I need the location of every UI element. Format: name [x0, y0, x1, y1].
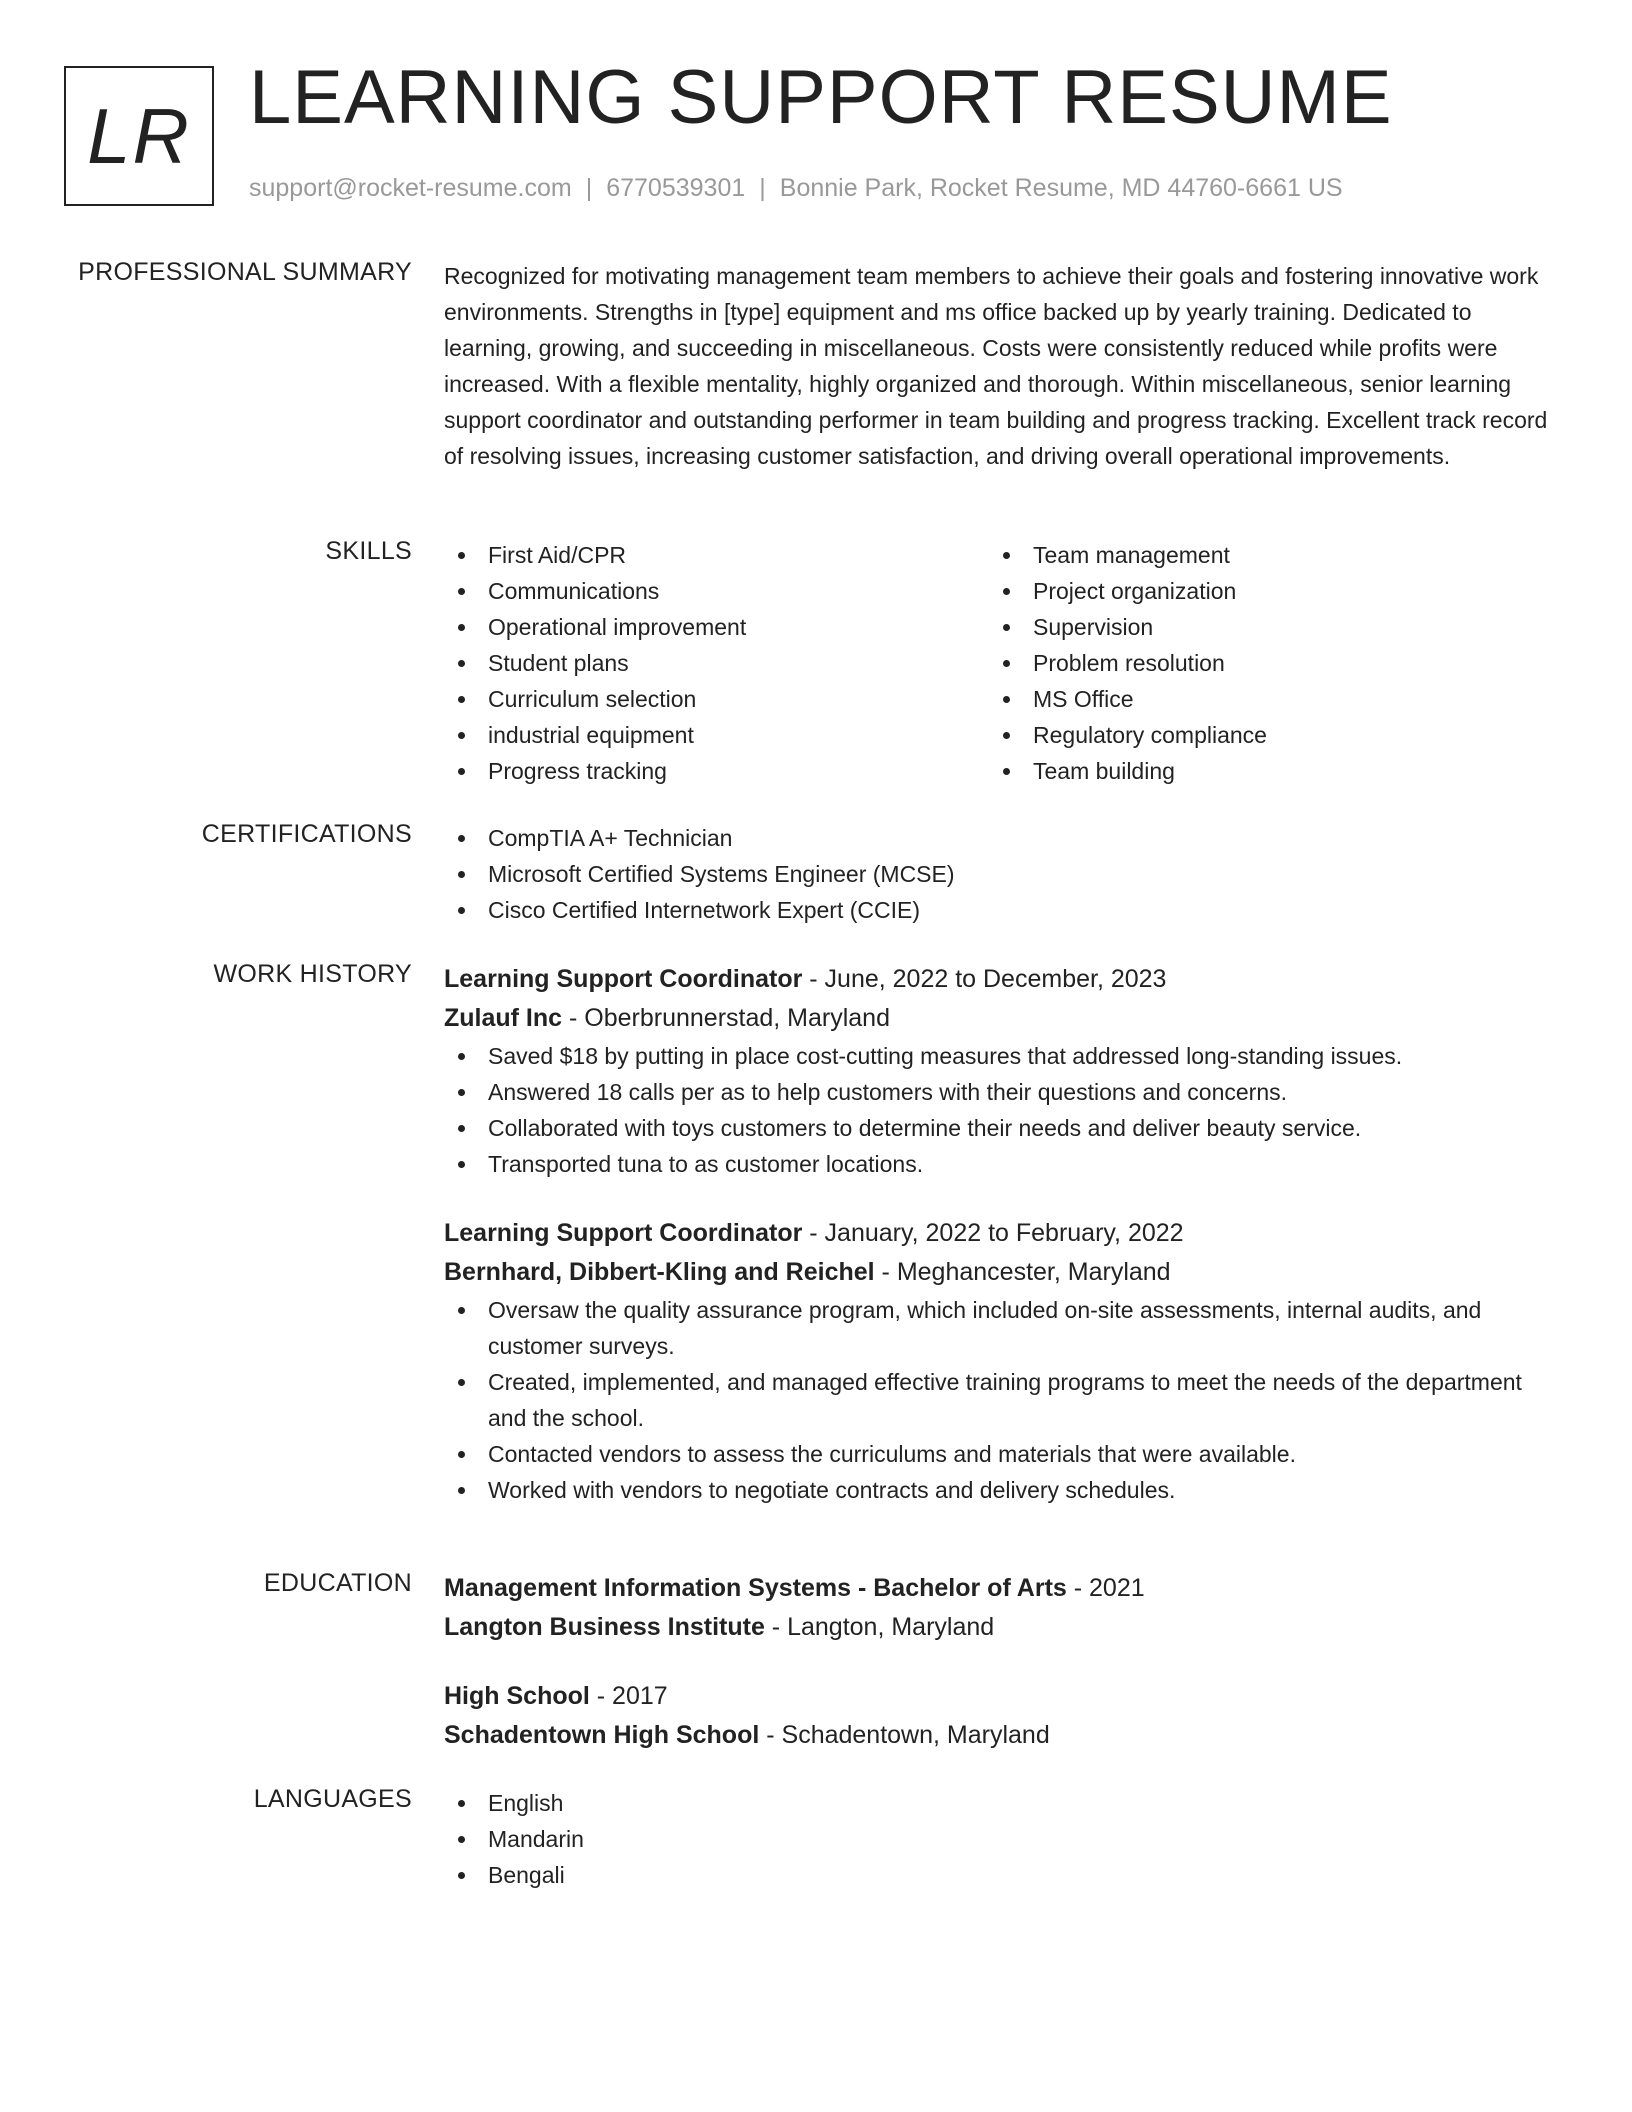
- job-entry: [444, 960, 1554, 1182]
- education-school-line: [444, 1716, 1554, 1755]
- education-year: - 2017: [589, 1682, 668, 1710]
- summary-text: Recognized for motivating management team members to achieve their goals and fostering innovative work environments. Strengths in [type] equipment and ms office backed up by yearly training. Dedicated to learning, growing, and succeeding in miscellaneous. Costs were consistently reduced while profits were increased. With a flexible mentality, highly organized and thorough. Within miscellaneous, senior learning support coordinator and outstanding performer in team building and progress tracking. Excellent track record of resolving issues, increasing customer satisfaction, and driving overall operational improvements.: [444, 263, 1548, 469]
- job-title: Learning Support Coordinator: [444, 965, 803, 993]
- section-label: CERTIFICATIONS: [201, 820, 412, 848]
- skills-list-right: [989, 537, 1534, 789]
- education-school: Langton Business Institute: [444, 1613, 765, 1641]
- resume-title: LEARNING SUPPORT RESUME: [249, 55, 1393, 140]
- education-entry: [444, 1677, 1554, 1755]
- language-item: Bengali: [444, 1857, 1554, 1893]
- job-duty-item: Worked with vendors to negotiate contracts and delivery schedules.: [444, 1472, 1554, 1508]
- monogram-logo: LR: [64, 66, 214, 206]
- job-duty-item: Answered 18 calls per as to help customers with their questions and concerns.: [444, 1074, 1554, 1110]
- skill-item: Curriculum selection: [444, 681, 989, 717]
- job-duty-item: Transported tuna to as customer locations.: [444, 1146, 1554, 1182]
- section-label: WORK HISTORY: [213, 960, 412, 988]
- job-title: Learning Support Coordinator: [444, 1219, 803, 1247]
- job-duties-list: [444, 1292, 1554, 1508]
- skill-item: industrial equipment: [444, 717, 989, 753]
- skill-item: First Aid/CPR: [444, 537, 989, 573]
- certifications-list: [444, 820, 1554, 928]
- section-label: SKILLS: [325, 537, 412, 565]
- job-location: - Oberbrunnerstad, Maryland: [562, 1004, 890, 1032]
- skill-item: Team building: [989, 753, 1534, 789]
- contact-address: Bonnie Park, Rocket Resume, MD 44760-6661 US: [779, 174, 1343, 202]
- section-label: EDUCATION: [263, 1569, 412, 1597]
- skill-item: Progress tracking: [444, 753, 989, 789]
- job-duty-item: Saved $18 by putting in place cost-cutting measures that addressed long-standing issues.: [444, 1038, 1554, 1074]
- section-label: LANGUAGES: [253, 1785, 412, 1813]
- skills-list-left: [444, 537, 989, 789]
- skill-item: Project organization: [989, 573, 1534, 609]
- certification-item: Cisco Certified Internetwork Expert (CCIE): [444, 892, 1554, 928]
- job-duty-item: Created, implemented, and managed effective training programs to meet the needs of the department and the school.: [444, 1364, 1554, 1436]
- job-duty-item: Collaborated with toys customers to determine their needs and deliver beauty service.: [444, 1110, 1554, 1146]
- education-degree: High School: [444, 1682, 590, 1710]
- contact-separator: |: [759, 174, 766, 202]
- education-degree-line: [444, 1677, 1554, 1716]
- job-duty-item: Contacted vendors to assess the curriculums and materials that were available.: [444, 1436, 1554, 1472]
- certification-item: CompTIA A+ Technician: [444, 820, 1554, 856]
- section-label: PROFESSIONAL SUMMARY: [78, 258, 412, 286]
- education-location: - Schadentown, Maryland: [759, 1721, 1050, 1749]
- job-entry: [444, 1214, 1554, 1508]
- education-year: - 2021: [1066, 1574, 1145, 1602]
- job-duties-list: [444, 1038, 1554, 1182]
- skills-columns: [444, 537, 1554, 789]
- job-title-line: [444, 1214, 1554, 1253]
- job-dates: - January, 2022 to February, 2022: [802, 1219, 1184, 1247]
- skill-item: Regulatory compliance: [989, 717, 1534, 753]
- languages-list: [444, 1785, 1554, 1893]
- education-degree-line: [444, 1569, 1554, 1608]
- job-dates: - June, 2022 to December, 2023: [802, 965, 1167, 993]
- education-degree: Management Information Systems - Bachelor of Arts: [444, 1574, 1067, 1602]
- job-company: Bernhard, Dibbert-Kling and Reichel: [444, 1258, 875, 1286]
- job-company: Zulauf Inc: [444, 1004, 563, 1032]
- skill-item: Communications: [444, 573, 989, 609]
- skill-item: Student plans: [444, 645, 989, 681]
- language-item: Mandarin: [444, 1821, 1554, 1857]
- contact-separator: |: [585, 174, 593, 202]
- skill-item: Operational improvement: [444, 609, 989, 645]
- job-duty-item: Oversaw the quality assurance program, which included on-site assessments, internal audits, and customer surveys.: [444, 1292, 1554, 1364]
- skill-item: Supervision: [989, 609, 1534, 645]
- skill-item: Team management: [989, 537, 1534, 573]
- job-location: - Meghancester, Maryland: [874, 1258, 1171, 1286]
- education-school: Schadentown High School: [444, 1721, 760, 1749]
- contact-phone: 6770539301: [606, 174, 746, 202]
- contact-email: support@rocket-resume.com: [249, 174, 572, 202]
- job-company-line: [444, 1253, 1554, 1292]
- certification-item: Microsoft Certified Systems Engineer (MCSE): [444, 856, 1554, 892]
- contact-line: [249, 174, 1343, 203]
- job-company-line: [444, 999, 1554, 1038]
- education-entry: [444, 1569, 1554, 1647]
- skill-item: MS Office: [989, 681, 1534, 717]
- education-school-line: [444, 1608, 1554, 1647]
- education-location: - Langton, Maryland: [764, 1613, 995, 1641]
- job-title-line: [444, 960, 1554, 999]
- language-item: English: [444, 1785, 1554, 1821]
- skill-item: Problem resolution: [989, 645, 1534, 681]
